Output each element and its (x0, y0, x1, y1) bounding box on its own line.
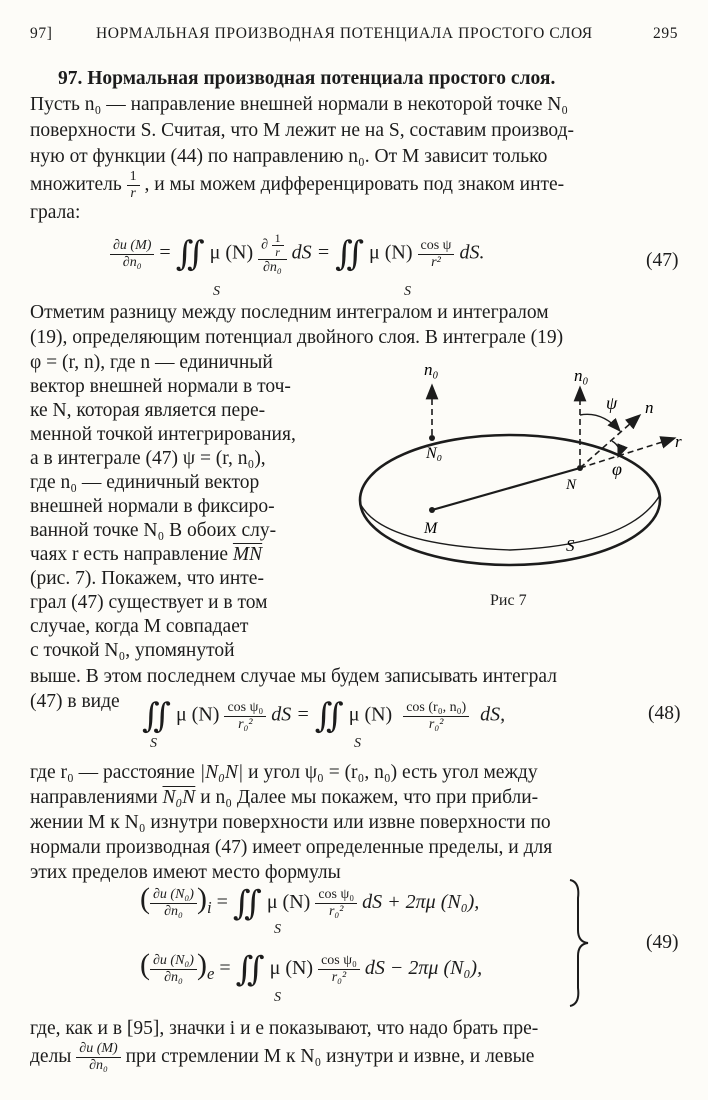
denominator: ∂n₀ (122, 254, 142, 270)
text-fragment: направлениями (30, 787, 163, 808)
text-fragment: делы (30, 1046, 72, 1067)
surface-ellipse (360, 435, 660, 565)
label-n0-left: n₀ (424, 360, 439, 379)
equation-47: $\frac{\partial u (M)}{\text{∂n₀}}$ = ∬ μ (N) ∂ $\frac{1}{r}$ ∂n₀ dS = ∬ μ (N) $\frac{\text{cos ψ}}{\text{r²}}$ dS. (110, 232, 484, 276)
text-fragment: и n₀ Далее мы покажем, что при прибли- (195, 787, 539, 808)
integral-domain: S (150, 736, 157, 751)
double-integral-sign: ∬ (335, 236, 365, 273)
numerator (258, 232, 286, 260)
denominator: r₀² (238, 716, 253, 732)
integral-domain: S (274, 922, 281, 937)
inline-fraction (127, 169, 140, 202)
equation-48 (142, 696, 505, 736)
denominator: ∂n₀ (262, 260, 282, 275)
label-r: r (675, 432, 682, 451)
text-line-with-abs (30, 760, 684, 786)
point-n0 (429, 435, 435, 441)
section-heading (58, 66, 684, 92)
subscript-exterior: e (206, 964, 215, 983)
text-fragment: множитель (30, 174, 122, 195)
header-page-number: 295 (653, 25, 679, 42)
cos-fraction (224, 700, 266, 733)
equation-49-interior: ( $\frac{\text{∂u (N₀)}}{\text{∂n₀}}$ )$_i$ = ∬ μ (N) $\frac{\text{cos ψ₀}}{\text{r₀²}}$ dS + 2πμ (N₀), (140, 882, 480, 923)
vector-mn: $\overline{MN}$ (232, 544, 263, 565)
cos-fraction (318, 953, 360, 986)
label-n-point: N (566, 477, 577, 493)
partial: ∂ (261, 237, 269, 253)
text-line: (47) в виде (30, 691, 120, 712)
equation-number: (47) (646, 250, 679, 271)
denominator: ∂n₀ (164, 969, 183, 985)
text-line: Пусть n₀ — направление внешней нормали в некоторой точке N₀ (30, 94, 569, 115)
ds-term: dS = (271, 703, 310, 726)
label-m: M (424, 520, 438, 537)
integral-domain: S (404, 284, 411, 299)
ds-term: dS, (480, 703, 506, 726)
cos-fraction (418, 238, 455, 271)
lhs-fraction (110, 238, 154, 271)
text-line: случае, когда M совпадает (30, 616, 249, 637)
point-m (429, 507, 435, 513)
equation-number: (48) (648, 703, 681, 724)
ds-term: dS = (291, 241, 331, 264)
density-term: μ (N) (369, 241, 413, 264)
subscript-interior: i (206, 898, 212, 917)
numerator: ∂u (N₀) (150, 953, 197, 970)
double-integral-sign: ∬ (142, 698, 171, 735)
label-n0-point: N₀ (426, 445, 443, 462)
denominator: r₀² (331, 969, 347, 985)
numerator: ∂u (M) (110, 238, 154, 255)
double-integral-sign: ∬ (175, 236, 205, 273)
ds-term: dS. (459, 241, 485, 264)
text-line: (19), определяющим потенциал двойного слоя. В интеграле (19) (30, 327, 564, 348)
system-brace (566, 878, 592, 1008)
text-line: с точкой N₀, упомянутой (30, 640, 235, 661)
derivative-fraction (258, 232, 286, 276)
label-psi: ψ (606, 393, 618, 413)
denominator: ∂n₀ (89, 1058, 108, 1074)
normal-arrow-n (580, 415, 640, 468)
text-line: вектор внешней нормали в точ- (30, 376, 291, 397)
vector-n0n: N₀N (162, 787, 196, 808)
label-phi: φ (612, 459, 622, 479)
integral-domain: S (354, 736, 361, 751)
text-line: ную от функции (44) по направлению n₀. От M зависит только (30, 146, 548, 167)
text-line: поверхности S. Считая, что M лежит не на S, составим производ- (30, 120, 575, 141)
numerator: ∂u (M) (76, 1041, 120, 1058)
equation-49-exterior: ( $\frac{\text{∂u (N₀)}}{\text{∂n₀}}$ )$_e$ = ∬ μ (N) $\frac{\text{cos ψ₀}}{\text{r₀²}}$ dS − 2πμ (N₀), (140, 948, 483, 989)
section-title: Нормальная производная потенциала простого слоя. (87, 68, 556, 89)
header-section-number: 97] (30, 25, 53, 42)
figure-7 (340, 345, 690, 595)
text-fragment: при стремлении M к N₀ изнутри и извне, и левые (125, 1046, 535, 1067)
rhs-tail: dS + 2πμ (N₀), (362, 891, 480, 913)
numerator: 1 (272, 232, 284, 246)
text-fragment: где r₀ — расстояние (30, 762, 200, 783)
text-line: где n₀ — единичный вектор (30, 472, 260, 493)
text-line: ванной точке N₀ В обоих слу- (30, 520, 277, 541)
text-line-overline (30, 785, 684, 811)
density-term: μ (N) (266, 891, 311, 913)
rhs-tail: dS − 2πμ (N₀), (364, 957, 483, 979)
double-integral-sign: ∬ (314, 698, 344, 735)
cos-fraction (403, 700, 469, 733)
text-line-overline (30, 542, 342, 568)
text-line: где, как и в [95], значки i и e показывают, что надо брать пре- (30, 1018, 539, 1039)
surface-rim (360, 495, 660, 550)
text-line-with-fraction (30, 1040, 684, 1074)
text-line-with-fraction (30, 168, 684, 202)
text-line: внешней нормали в фиксиро- (30, 496, 275, 517)
numerator: cos ψ₀ (315, 887, 357, 904)
header-running-title: НОРМАЛЬНАЯ ПРОИЗВОДНАЯ ПОТЕНЦИАЛА ПРОСТОГО СЛОЯ (96, 25, 593, 42)
distance-abs: |N₀N| (199, 762, 244, 783)
double-integral-sign: ∬ (232, 885, 262, 923)
text-line: (рис. 7). Покажем, что инте- (30, 568, 264, 589)
density-term: μ (N) (175, 703, 220, 726)
figure-caption: Рис 7 (490, 592, 527, 609)
text-fragment: чаях r есть направление (30, 544, 233, 565)
fraction-numerator: 1 (127, 169, 140, 186)
label-n0-right: n₀ (574, 366, 589, 385)
text-line: менной точкой интегрирования, (30, 424, 296, 445)
density-term: μ (N) (269, 957, 314, 979)
numerator: cos ψ (418, 238, 455, 255)
equation-number: (49) (646, 932, 679, 953)
density-term: μ (N) (348, 703, 393, 726)
denominator: r₀² (428, 716, 444, 732)
text-line: Отметим разницу между последним интегралом и интегралом (30, 302, 549, 323)
text-line: этих пределов имеют место формулы (30, 862, 341, 883)
numerator: cos ψ₀ (224, 700, 266, 717)
fraction-denominator: r (130, 186, 136, 202)
text-fragment: , и мы можем дифференцировать под знаком инте- (144, 174, 565, 195)
text-fragment: и угол ψ₀ = (r₀, n₀) есть угол между (243, 762, 538, 783)
numerator: cos ψ₀ (318, 953, 360, 970)
denominator: r₀² (328, 903, 344, 919)
text-line: грала: (30, 202, 81, 223)
double-integral-sign: ∬ (235, 951, 265, 989)
angle-arc-psi (580, 414, 620, 431)
denominator: r (275, 245, 280, 259)
label-s: S (566, 536, 575, 555)
text-line: выше. В этом последнем случае мы будем записывать интеграл (30, 666, 557, 687)
label-n: n (645, 398, 654, 417)
integral-domain: S (274, 990, 281, 1005)
section-number: 97. (58, 68, 83, 89)
integral-domain: S (213, 284, 220, 299)
text-line: ке N, которая является пере- (30, 400, 266, 421)
density-term: μ (N) (209, 241, 254, 264)
lhs-fraction (150, 953, 197, 986)
denominator: ∂n₀ (164, 903, 183, 919)
segment-mn (432, 468, 580, 510)
text-line: φ = (r, n), где n — единичный (30, 352, 273, 373)
numerator: cos (r₀, n₀) (403, 700, 469, 717)
cos-fraction (315, 887, 357, 920)
text-line: а в интеграле (47) ψ = (r, n₀), (30, 448, 266, 469)
numerator: ∂u (N₀) (150, 887, 197, 904)
direction-arrow-r (580, 438, 675, 468)
inline-derivative (76, 1041, 120, 1074)
nested-fraction (272, 232, 284, 259)
text-line: грал (47) существует и в том (30, 592, 268, 613)
text-line: жении M к N₀ изнутри поверхности или извне поверхности по (30, 812, 551, 833)
lhs-fraction (150, 887, 197, 920)
text-line: нормали производная (47) имеет определенные пределы, и для (30, 837, 553, 858)
denominator: r² (431, 254, 441, 270)
